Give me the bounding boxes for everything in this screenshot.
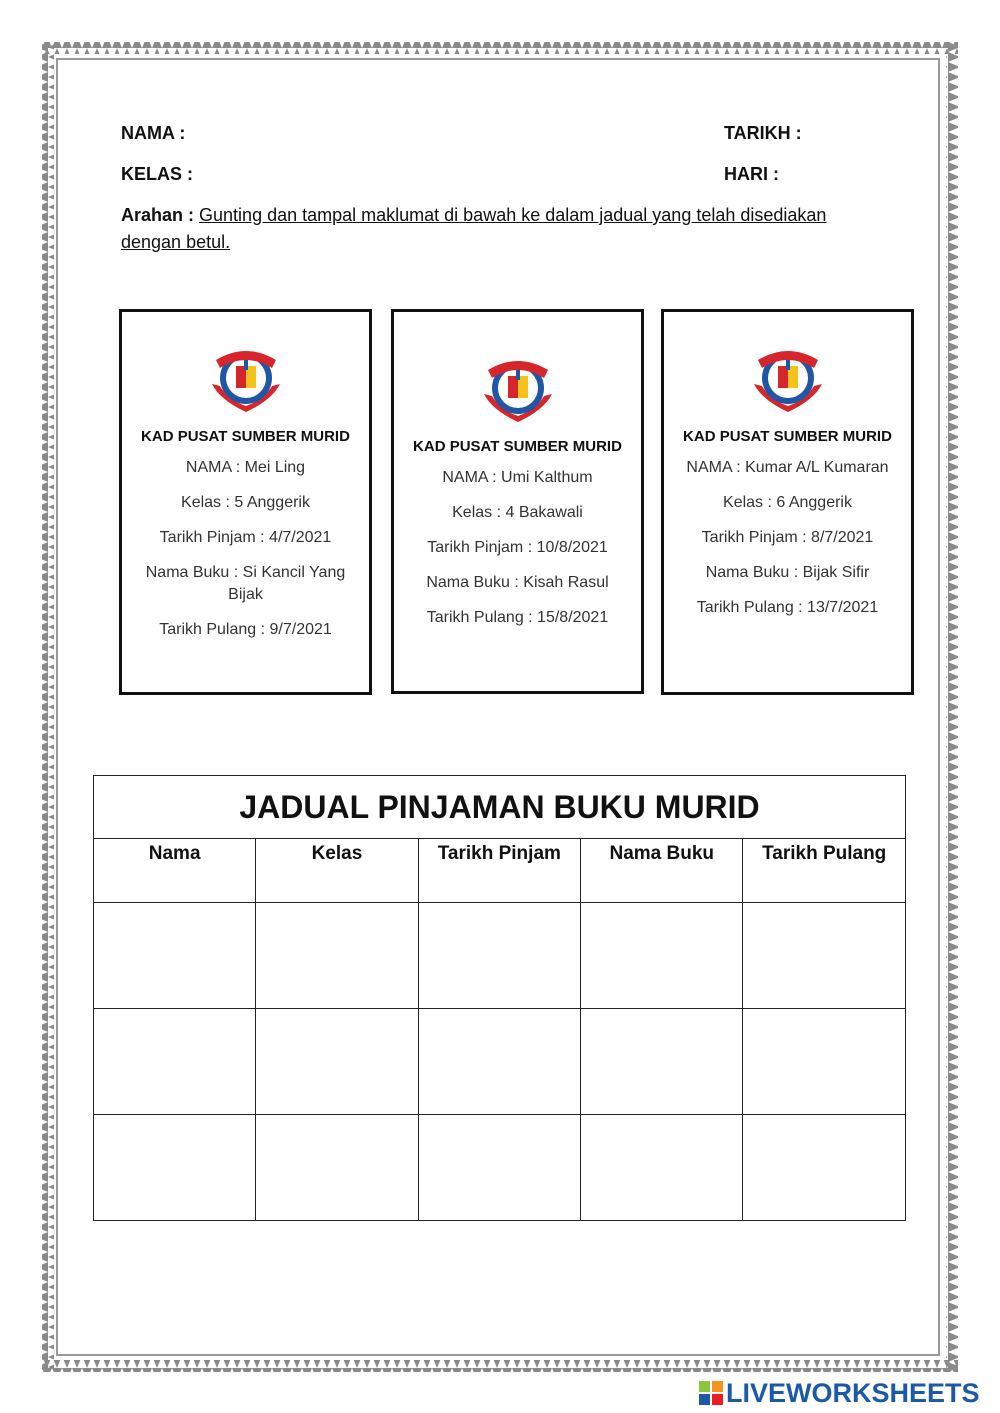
drop-cell-tarikh-pinjam[interactable] xyxy=(418,1115,581,1221)
drop-cell-kelas[interactable] xyxy=(256,903,418,1009)
borrowing-table xyxy=(93,775,906,1221)
tarikh-label: TARIKH : xyxy=(724,123,802,143)
card-kelas: Kelas : 6 Anggerik xyxy=(723,494,852,511)
nama-label: NAMA : xyxy=(121,123,186,143)
drop-cell-tarikh-pulang[interactable] xyxy=(743,1115,906,1221)
card-tarikh-pulang: Tarikh Pulang : 9/7/2021 xyxy=(159,621,332,638)
library-card-2 xyxy=(391,309,644,694)
column-header: Tarikh Pulang xyxy=(743,839,906,903)
card-nama-buku: Nama Buku : Bijak Sifir xyxy=(705,564,870,581)
hari-label: HARI : xyxy=(724,164,779,184)
card-nama-buku: Nama Buku : Kisah Rasul xyxy=(426,574,609,591)
table-title: JADUAL PINJAMAN BUKU MURID xyxy=(94,776,906,839)
card-title: KAD PUSAT SUMBER MURID xyxy=(413,438,622,455)
card-kelas: Kelas : 4 Bakawali xyxy=(452,504,583,521)
drop-cell-nama-buku[interactable] xyxy=(581,903,743,1009)
liveworksheets-watermark xyxy=(698,1378,980,1408)
drop-cell-tarikh-pulang[interactable] xyxy=(743,903,906,1009)
school-crest-icon xyxy=(478,348,558,428)
drop-cell-tarikh-pulang[interactable] xyxy=(743,1009,906,1115)
card-nama: NAMA : Mei Ling xyxy=(185,459,306,476)
column-header: Tarikh Pinjam xyxy=(418,839,581,903)
library-card-3 xyxy=(661,309,914,695)
library-card-1 xyxy=(119,309,372,695)
instruction-text: Gunting dan tampal maklumat di bawah ke dalam jadual yang telah disediakan dengan betul. xyxy=(121,205,827,252)
liveworksheets-logo-icon xyxy=(698,1380,724,1406)
card-tarikh-pulang: Tarikh Pulang : 15/8/2021 xyxy=(426,609,609,626)
card-tarikh-pinjam: Tarikh Pinjam : 10/8/2021 xyxy=(427,539,608,556)
table-header-row xyxy=(94,839,906,903)
table-row xyxy=(94,903,906,1009)
card-tarikh-pinjam: Tarikh Pinjam : 4/7/2021 xyxy=(159,529,332,546)
table-row xyxy=(94,1009,906,1115)
instruction xyxy=(121,202,851,256)
card-tarikh-pulang: Tarikh Pulang : 13/7/2021 xyxy=(696,599,879,616)
card-nama-buku: Nama Buku : Si Kancil Yang Bijak xyxy=(145,564,346,603)
drop-cell-nama[interactable] xyxy=(94,1009,256,1115)
drop-cell-nama[interactable] xyxy=(94,903,256,1009)
card-title: KAD PUSAT SUMBER MURID xyxy=(141,428,350,445)
card-tarikh-pinjam: Tarikh Pinjam : 8/7/2021 xyxy=(701,529,874,546)
watermark-text: LIVEWORKSHEETS xyxy=(726,1377,980,1408)
instruction-label: Arahan : xyxy=(121,205,195,225)
drop-cell-nama[interactable] xyxy=(94,1115,256,1221)
column-header: Nama xyxy=(94,839,256,903)
table-row xyxy=(94,1115,906,1221)
drop-cell-tarikh-pinjam[interactable] xyxy=(418,1009,581,1115)
card-title: KAD PUSAT SUMBER MURID xyxy=(683,428,892,445)
kelas-label: KELAS : xyxy=(121,164,193,184)
drop-cell-kelas[interactable] xyxy=(256,1115,418,1221)
column-header: Nama Buku xyxy=(581,839,743,903)
drop-cell-nama-buku[interactable] xyxy=(581,1009,743,1115)
card-nama: NAMA : Umi Kalthum xyxy=(442,469,593,486)
card-nama: NAMA : Kumar A/L Kumaran xyxy=(686,459,889,476)
column-header: Kelas xyxy=(256,839,418,903)
drop-cell-tarikh-pinjam[interactable] xyxy=(418,903,581,1009)
school-crest-icon xyxy=(206,338,286,418)
drop-cell-kelas[interactable] xyxy=(256,1009,418,1115)
school-crest-icon xyxy=(748,338,828,418)
drop-cell-nama-buku[interactable] xyxy=(581,1115,743,1221)
card-kelas: Kelas : 5 Anggerik xyxy=(181,494,310,511)
